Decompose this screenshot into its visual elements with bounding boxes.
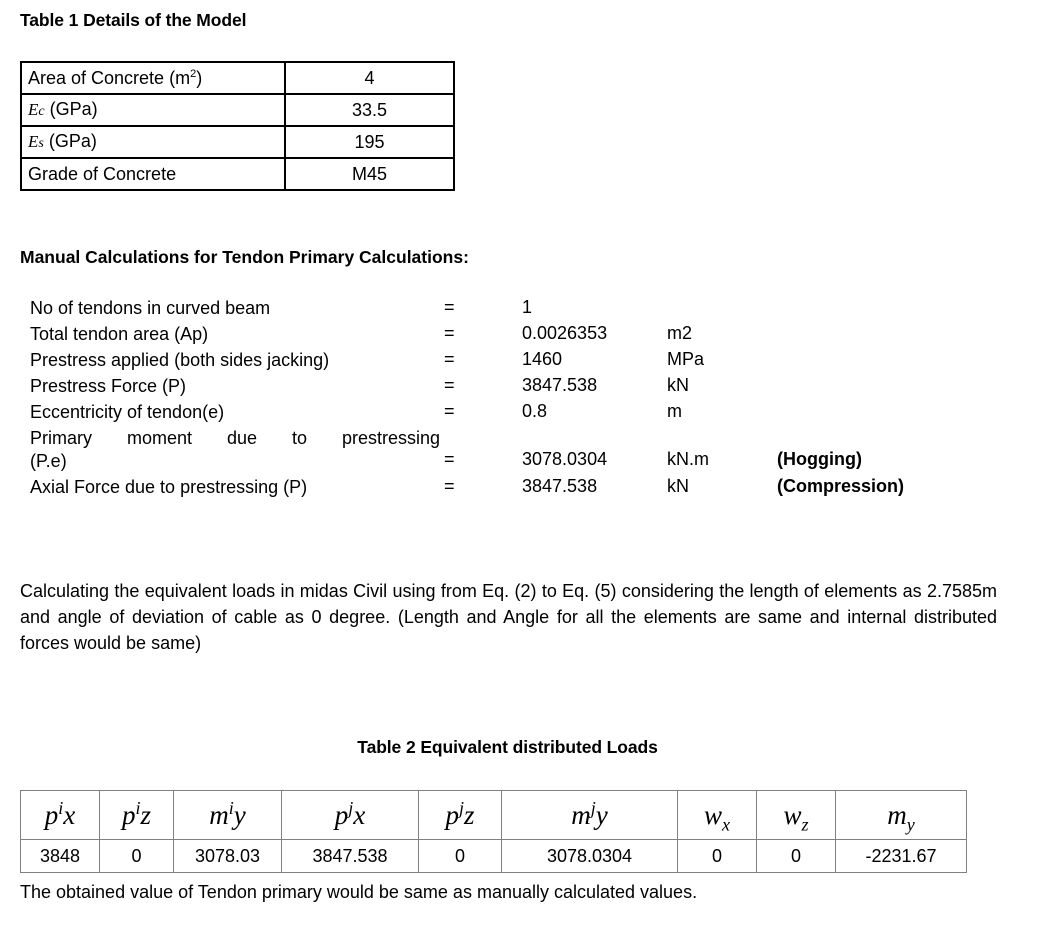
table1-value-grade: M45 [285,158,454,190]
sym-superscript: j [458,797,464,818]
sym-base: p [334,799,349,830]
calc-value: 1 [522,297,533,317]
table1-label-ec [21,94,285,126]
calc-row-tendon-count [30,297,990,320]
calc-value: 3847.538 [522,476,598,497]
table1-label-grade: Grade of Concrete [21,158,285,190]
calc-label [30,427,444,473]
sym-superscript: i [135,797,141,818]
calc-label: Prestress Force (P) [30,376,187,397]
calc-row-tendon-area [30,323,990,346]
calc-unit: MPa [667,349,705,370]
table2-header-mjy [502,791,678,840]
calc-unit: kN [667,476,689,497]
table2-header-row [21,791,967,840]
table2-value-pjz: 0 [419,840,502,873]
sym-base: p [44,799,59,830]
sym-superscript: i [58,797,64,818]
calc-label: Total tendon area (Ap) [30,324,209,345]
sym-base: m [209,799,229,830]
table1-label-ec-tail: (GPa) [44,99,98,120]
calc-label: Axial Force due to prestressing (P) [30,477,308,498]
sym-base: w [783,799,802,830]
sym-subscript: y [906,813,915,834]
table-1-model-details [20,61,455,191]
calc-equals: = [444,401,455,422]
table2-value-miy: 3078.03 [174,840,282,873]
table2-header-my [836,791,967,840]
calc-value: 0.8 [522,401,548,422]
sym-superscript: j [590,797,596,818]
table2-header-pix [21,791,100,840]
sym-tail: z [140,799,152,830]
table2-header-miy [174,791,282,840]
table2-value-wz: 0 [757,840,836,873]
symbol-es-base: E [28,132,39,152]
sym-subscript: z [801,813,809,834]
sym-base: p [121,799,136,830]
calc-note: (Hogging) [777,449,862,470]
calc-label-line1: Primary moment due to prestressing [30,428,440,449]
calc-note: (Compression) [777,476,905,497]
sym-base: w [703,799,722,830]
calc-label: Eccentricity of tendon(e) [30,402,225,423]
table1-label-area [21,62,285,94]
calc-row-primary-moment [30,427,990,473]
table-row [21,158,454,190]
symbol-ec-base: E [28,100,39,120]
calc-equals: = [444,449,455,470]
sym-tail: x [63,799,76,830]
symbol-ec [28,100,45,119]
calc-label: Prestress applied (both sides jacking) [30,350,330,371]
calc-equals: = [444,297,455,317]
paragraph-conclusion: The obtained value of Tendon primary would be same as manually calculated values. [20,882,698,902]
manual-calculations-list [30,297,990,502]
table1-label-area-text: Area of Concrete (m [28,67,191,88]
calc-value: 0.0026353 [522,323,608,344]
table-row [21,62,454,94]
table2-caption: Table 2 Equivalent distributed Loads [357,737,658,757]
table2-value-piz: 0 [100,840,174,873]
calc-row-eccentricity [30,401,990,424]
symbol-es-sub: s [38,136,44,152]
calc-label-line2: (P.e) [30,451,67,472]
calc-unit: kN [667,375,689,396]
table1-label-es-tail: (GPa) [43,131,97,152]
table-2-equivalent-loads [20,790,967,873]
sym-tail: x [353,799,366,830]
table2-header-pjx [282,791,419,840]
table2-value-wx: 0 [678,840,757,873]
calc-equals: = [444,323,455,344]
table2-value-pix: 3848 [21,840,100,873]
calc-unit: kN.m [667,449,709,470]
table1-label-es [21,126,285,158]
table2-header-wx [678,791,757,840]
calc-value: 3078.0304 [522,449,608,470]
table-row [21,94,454,126]
symbol-es [28,132,44,151]
table1-value-es: 195 [285,126,454,158]
table1-label-area-tail: ) [196,67,203,88]
sym-tail: z [464,799,475,830]
manual-calculations-heading: Manual Calculations for Tendon Primary Calculations: [20,247,469,267]
sym-subscript: x [722,813,730,834]
calc-equals: = [444,349,455,370]
table1-caption: Table 1 Details of the Model [20,10,247,30]
table2-value-my: -2231.67 [836,840,967,873]
calc-value: 1460 [522,349,563,370]
sym-base: m [887,799,907,830]
calc-row-axial-force [30,476,990,499]
calc-value: 3847.538 [522,375,598,396]
table2-header-wz [757,791,836,840]
calc-unit: m2 [667,323,693,344]
table1-value-area: 4 [285,62,454,94]
superscript-2: 2 [190,67,197,80]
sym-tail: y [233,799,246,830]
table2-value-pjx: 3847.538 [282,840,419,873]
calc-equals: = [444,476,455,497]
calc-unit: m [667,401,682,422]
calc-equals: = [444,375,455,396]
calc-label: No of tendons in curved beam [30,298,271,318]
table2-header-pjz [419,791,502,840]
sym-superscript: j [348,797,354,818]
table2-value-mjy: 3078.0304 [502,840,678,873]
calc-row-prestress-force [30,375,990,398]
sym-tail: y [595,799,608,830]
paragraph-equivalent-loads: Calculating the equivalent loads in midas Civil using from Eq. (2) to Eq. (5) considering the length of elements as 2.7585m and angle of deviation of cable as 0 degree. (Length and Angle for all the elements are same and internal distributed forces would be same) [20,581,997,654]
sym-base: p [445,799,459,830]
calc-row-prestress-applied [30,349,990,372]
table2-value-row [21,840,967,873]
sym-base: m [571,799,591,830]
table1-value-ec: 33.5 [285,94,454,126]
table2-header-piz [100,791,174,840]
sym-superscript: i [228,797,234,818]
symbol-ec-sub: c [38,104,45,120]
table-row [21,126,454,158]
